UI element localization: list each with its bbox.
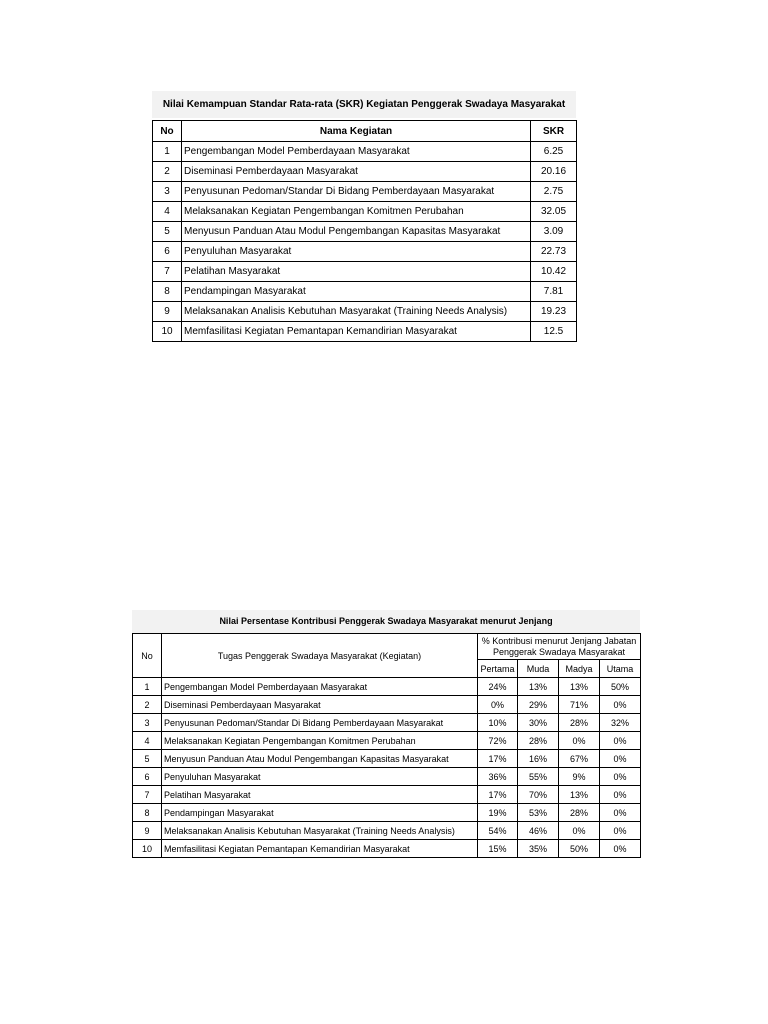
row-skr: 6.25 [531, 142, 577, 162]
row-muda: 16% [518, 750, 559, 768]
row-pertama: 72% [478, 732, 518, 750]
row-pertama: 54% [478, 822, 518, 840]
row-utama: 0% [600, 768, 641, 786]
row-madya: 67% [559, 750, 600, 768]
contribution-table-section [132, 610, 640, 858]
row-utama: 0% [600, 822, 641, 840]
header-kontribusi-group: % Kontribusi menurut Jenjang Jabatan Penggerak Swadaya Masyarakat [478, 634, 641, 660]
contribution-table [132, 633, 641, 858]
row-muda: 70% [518, 786, 559, 804]
row-pertama: 0% [478, 696, 518, 714]
row-muda: 29% [518, 696, 559, 714]
row-nama-kegiatan: Penyusunan Pedoman/Standar Di Bidang Pemberdayaan Masyarakat [182, 182, 531, 202]
skr-table-section [152, 91, 576, 342]
row-no: 1 [133, 678, 162, 696]
header-utama: Utama [600, 660, 641, 678]
row-no: 6 [133, 768, 162, 786]
header-madya: Madya [559, 660, 600, 678]
row-nama-kegiatan: Melaksanakan Kegiatan Pengembangan Komitmen Perubahan [182, 202, 531, 222]
row-no: 5 [153, 222, 182, 242]
row-no: 7 [133, 786, 162, 804]
row-utama: 50% [600, 678, 641, 696]
row-skr: 7.81 [531, 282, 577, 302]
table-row [153, 162, 577, 182]
table-row [153, 322, 577, 342]
table-row [153, 262, 577, 282]
row-tugas: Penyusunan Pedoman/Standar Di Bidang Pemberdayaan Masyarakat [162, 714, 478, 732]
row-nama-kegiatan: Menyusun Panduan Atau Modul Pengembangan Kapasitas Masyarakat [182, 222, 531, 242]
row-pertama: 17% [478, 786, 518, 804]
row-utama: 0% [600, 732, 641, 750]
row-utama: 0% [600, 696, 641, 714]
row-madya: 0% [559, 822, 600, 840]
row-tugas: Penyuluhan Masyarakat [162, 768, 478, 786]
row-nama-kegiatan: Pelatihan Masyarakat [182, 262, 531, 282]
header-tugas: Tugas Penggerak Swadaya Masyarakat (Kegiatan) [162, 634, 478, 678]
row-nama-kegiatan: Memfasilitasi Kegiatan Pemantapan Kemandirian Masyarakat [182, 322, 531, 342]
row-no: 10 [133, 840, 162, 858]
row-muda: 46% [518, 822, 559, 840]
table-row [153, 202, 577, 222]
row-skr: 10.42 [531, 262, 577, 282]
row-madya: 28% [559, 804, 600, 822]
row-skr: 22.73 [531, 242, 577, 262]
row-muda: 13% [518, 678, 559, 696]
row-no: 1 [153, 142, 182, 162]
row-madya: 13% [559, 678, 600, 696]
row-madya: 71% [559, 696, 600, 714]
row-skr: 2.75 [531, 182, 577, 202]
skr-table-header-row [153, 121, 577, 142]
table-row [153, 282, 577, 302]
row-nama-kegiatan: Diseminasi Pemberdayaan Masyarakat [182, 162, 531, 182]
row-no: 5 [133, 750, 162, 768]
row-no: 8 [153, 282, 182, 302]
row-no: 6 [153, 242, 182, 262]
row-tugas: Menyusun Panduan Atau Modul Pengembangan Kapasitas Masyarakat [162, 750, 478, 768]
row-no: 4 [133, 732, 162, 750]
table-row [133, 714, 641, 732]
skr-table [152, 120, 577, 342]
table-row [133, 678, 641, 696]
header-nama-kegiatan: Nama Kegiatan [182, 121, 531, 142]
row-no: 10 [153, 322, 182, 342]
table-row [133, 750, 641, 768]
row-pertama: 36% [478, 768, 518, 786]
row-no: 3 [133, 714, 162, 732]
table-row [133, 732, 641, 750]
table-row [133, 768, 641, 786]
row-nama-kegiatan: Penyuluhan Masyarakat [182, 242, 531, 262]
row-nama-kegiatan: Melaksanakan Analisis Kebutuhan Masyarakat (Training Needs Analysis) [182, 302, 531, 322]
row-madya: 13% [559, 786, 600, 804]
row-tugas: Pelatihan Masyarakat [162, 786, 478, 804]
table-row [133, 696, 641, 714]
row-no: 2 [153, 162, 182, 182]
row-skr: 12.5 [531, 322, 577, 342]
table-row [153, 302, 577, 322]
table-row [153, 142, 577, 162]
header-pertama: Pertama [478, 660, 518, 678]
row-skr: 19.23 [531, 302, 577, 322]
row-madya: 0% [559, 732, 600, 750]
row-skr: 32.05 [531, 202, 577, 222]
row-muda: 28% [518, 732, 559, 750]
row-no: 2 [133, 696, 162, 714]
row-no: 8 [133, 804, 162, 822]
row-pertama: 19% [478, 804, 518, 822]
row-utama: 0% [600, 804, 641, 822]
contribution-table-title: Nilai Persentase Kontribusi Penggerak Swadaya Masyarakat menurut Jenjang [132, 610, 640, 633]
header-muda: Muda [518, 660, 559, 678]
row-no: 7 [153, 262, 182, 282]
contribution-header-row-1 [133, 634, 641, 660]
row-madya: 50% [559, 840, 600, 858]
row-tugas: Memfasilitasi Kegiatan Pemantapan Kemandirian Masyarakat [162, 840, 478, 858]
row-madya: 28% [559, 714, 600, 732]
table-row [133, 822, 641, 840]
table-row [153, 182, 577, 202]
skr-table-body [153, 142, 577, 342]
contribution-table-body [133, 678, 641, 858]
row-muda: 35% [518, 840, 559, 858]
row-nama-kegiatan: Pendampingan Masyarakat [182, 282, 531, 302]
row-no: 9 [153, 302, 182, 322]
table-row [133, 804, 641, 822]
row-pertama: 10% [478, 714, 518, 732]
row-muda: 30% [518, 714, 559, 732]
header-no: No [153, 121, 182, 142]
row-no: 9 [133, 822, 162, 840]
table-row [133, 786, 641, 804]
row-pertama: 17% [478, 750, 518, 768]
row-utama: 0% [600, 786, 641, 804]
row-pertama: 15% [478, 840, 518, 858]
row-tugas: Pengembangan Model Pemberdayaan Masyarakat [162, 678, 478, 696]
row-skr: 3.09 [531, 222, 577, 242]
row-madya: 9% [559, 768, 600, 786]
table-row [153, 222, 577, 242]
row-tugas: Diseminasi Pemberdayaan Masyarakat [162, 696, 478, 714]
table-row [133, 840, 641, 858]
header-skr: SKR [531, 121, 577, 142]
table-row [153, 242, 577, 262]
row-utama: 0% [600, 840, 641, 858]
row-no: 4 [153, 202, 182, 222]
row-nama-kegiatan: Pengembangan Model Pemberdayaan Masyarakat [182, 142, 531, 162]
row-utama: 0% [600, 750, 641, 768]
row-tugas: Pendampingan Masyarakat [162, 804, 478, 822]
row-skr: 20.16 [531, 162, 577, 182]
header-no: No [133, 634, 162, 678]
row-tugas: Melaksanakan Kegiatan Pengembangan Komitmen Perubahan [162, 732, 478, 750]
row-muda: 55% [518, 768, 559, 786]
row-utama: 32% [600, 714, 641, 732]
row-muda: 53% [518, 804, 559, 822]
row-pertama: 24% [478, 678, 518, 696]
row-tugas: Melaksanakan Analisis Kebutuhan Masyarakat (Training Needs Analysis) [162, 822, 478, 840]
row-no: 3 [153, 182, 182, 202]
skr-table-title: Nilai Kemampuan Standar Rata-rata (SKR) Kegiatan Penggerak Swadaya Masyarakat [152, 91, 576, 118]
